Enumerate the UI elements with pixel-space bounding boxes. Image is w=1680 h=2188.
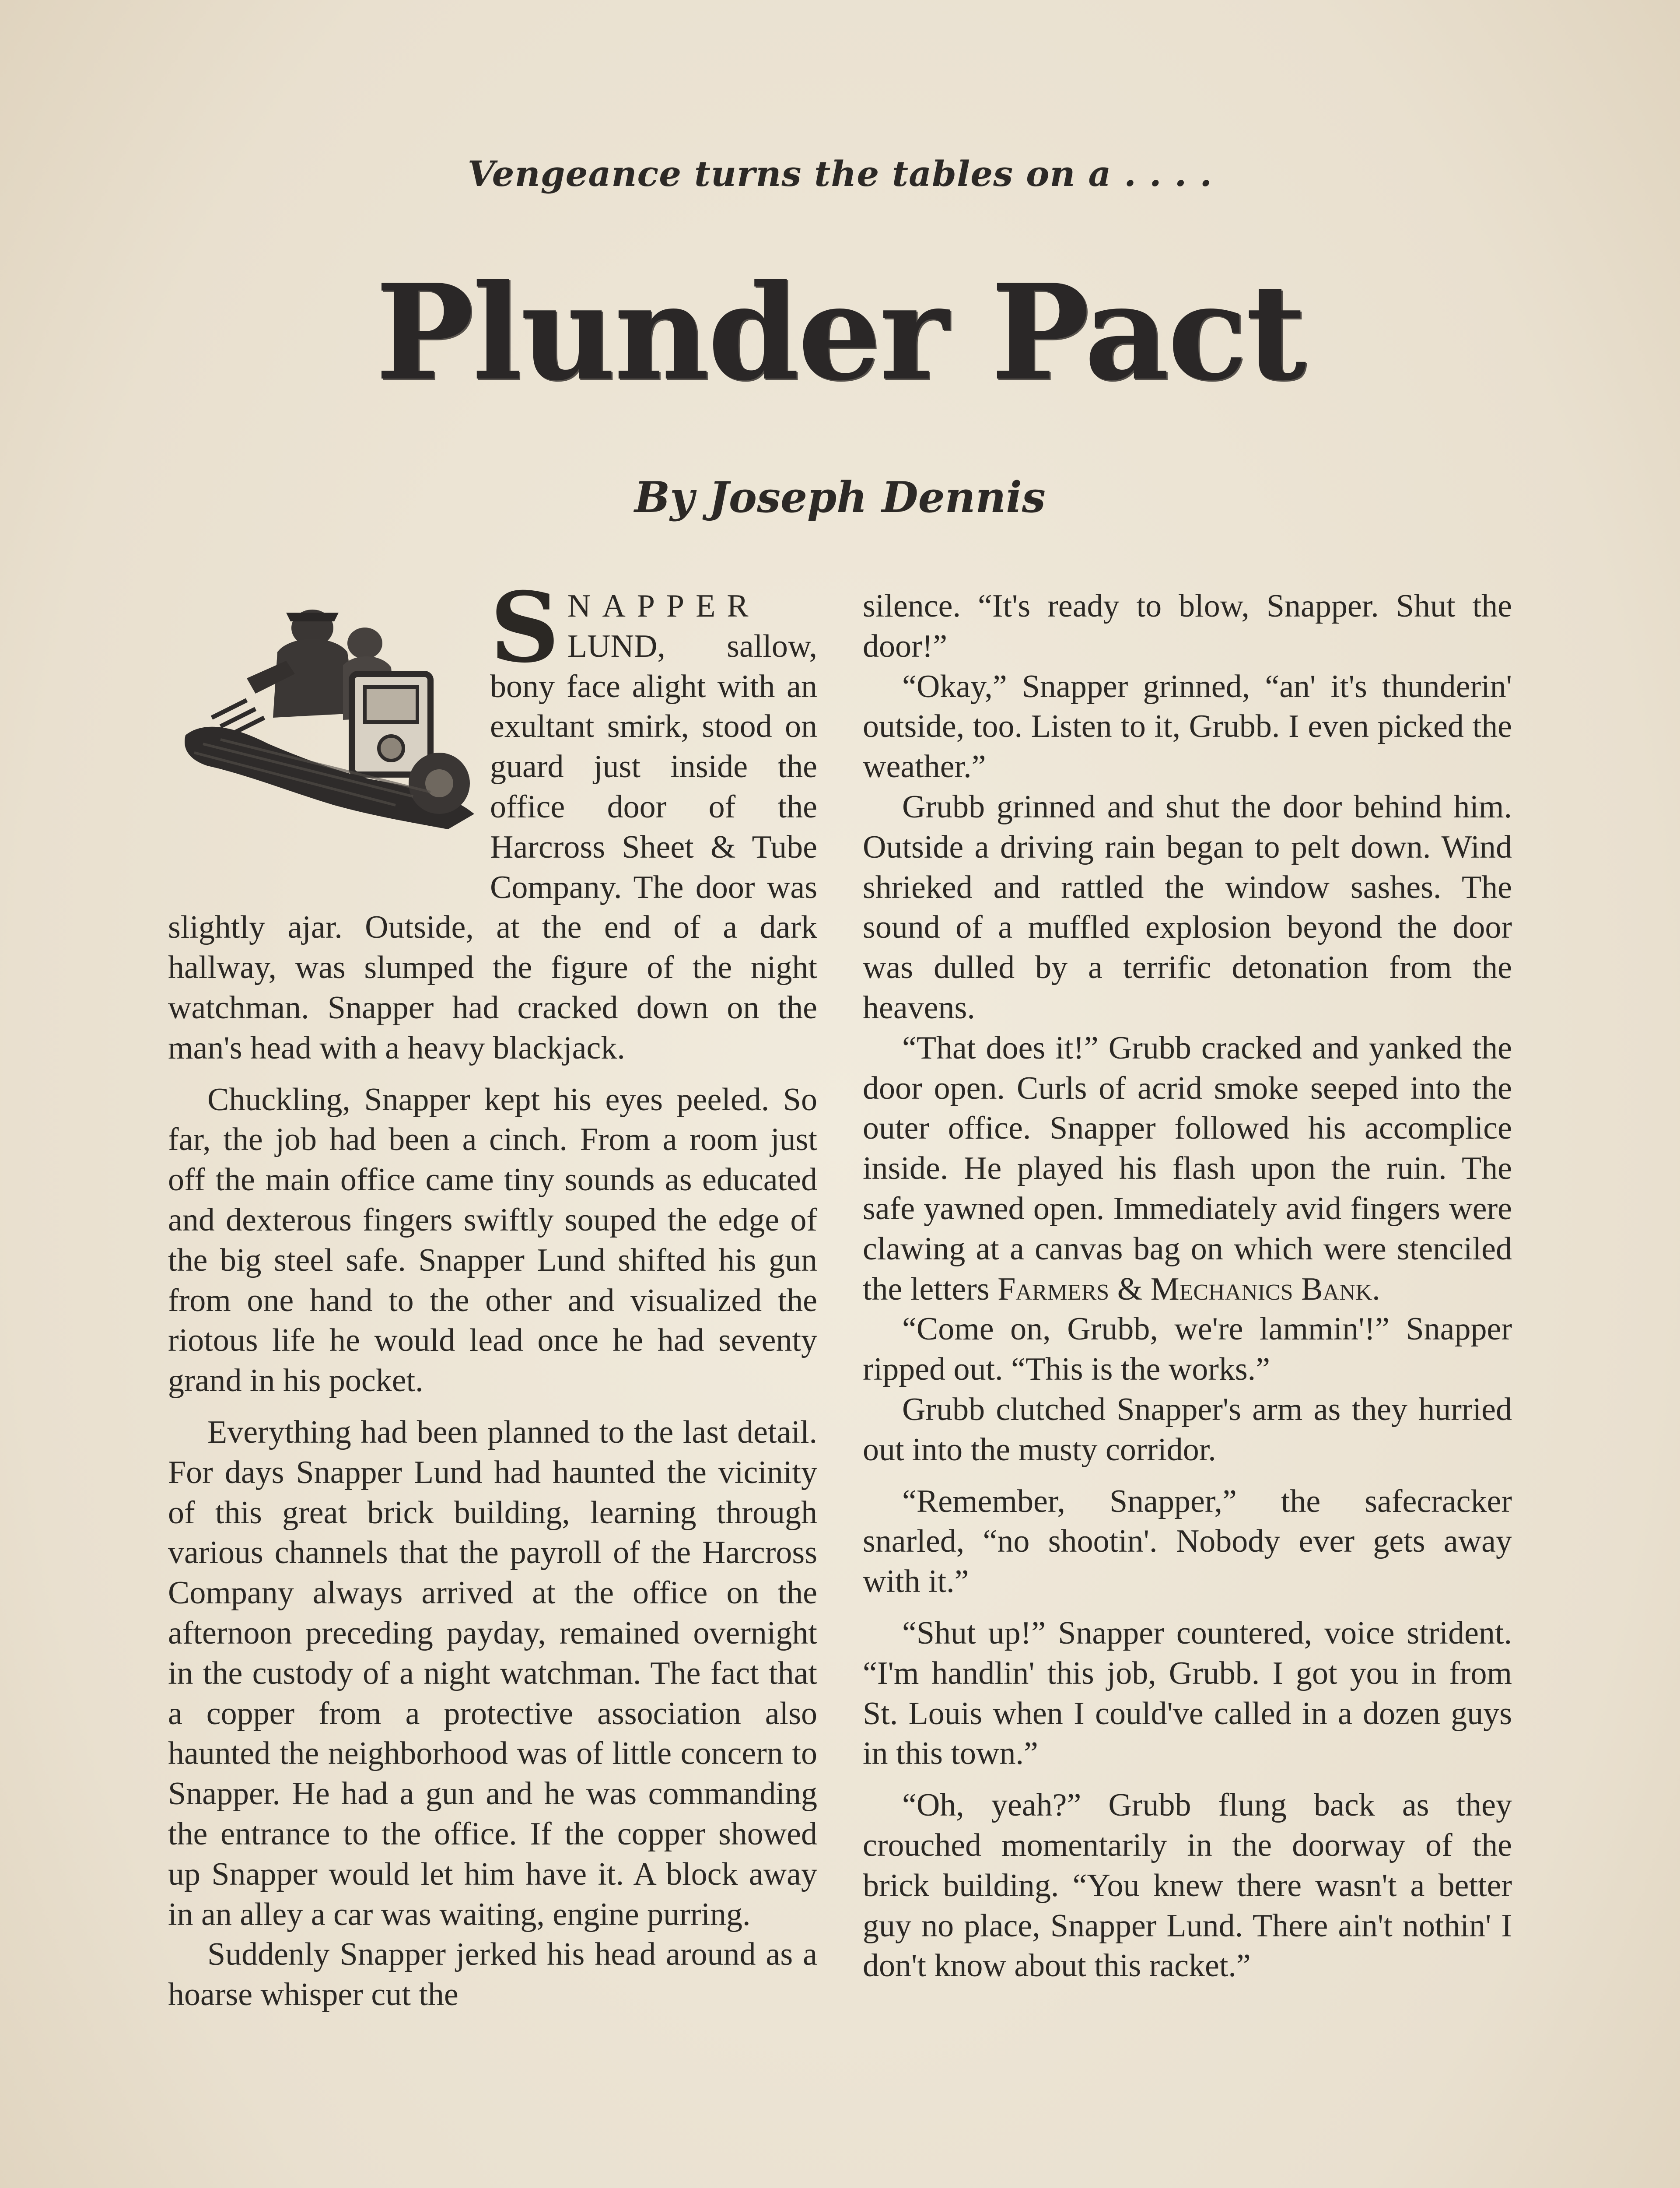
safecracker-illustration-art xyxy=(168,586,483,831)
story-title: Plunder Pact xyxy=(375,255,1305,410)
story-paragraph-7 xyxy=(863,1028,1512,1310)
story-byline: By Joseph Dennis xyxy=(634,473,1046,522)
safecracker-illustration xyxy=(168,586,483,901)
right-column xyxy=(863,586,1512,1986)
lead-text: LUND, sallow, bony face alight with an exultant smirk, stood on guard just inside the office door of the Harcross Sheet & Tube Company. The door was slightly ajar. Outside, at the end of a dark hallway, was slumped the figure of the night watchman. Snapper had cracked down on the man's head with a heavy blackjack. xyxy=(168,628,817,1066)
story-paragraph-4-continued: silence. “It's ready to blow, Snapper. Shut the door!” xyxy=(863,588,1512,664)
story-paragraph-12: “Oh, yeah?” Grubb flung back as they crouched momentarily in the doorway of the brick building. “You knew there wasn't a better guy no place, Snapper Lund. There ain't nothin' I don't know about this racket.” xyxy=(863,1787,1512,1984)
story-paragraph-9: Grubb clutched Snapper's arm as they hurried out into the musty corridor. xyxy=(863,1391,1512,1468)
story-paragraph-3: Everything had been planned to the last detail. For days Snapper Lund had haunted the vicinity of this great brick building, learning through various channels that the payroll of the Harcross Company always arrived at the office on the afternoon preceding payday, remained overnight in the custody of a night watchman. The fact that a copper from a protective association also haunted the neighborhood was of little concern to Snapper. He had a gun and he was commanding the entrance to the office. If the copper showed up Snapper would let him have it. A block away in an alley a car was waiting, engine purring. xyxy=(168,1414,817,1932)
paragraph-7-end: . xyxy=(1372,1271,1380,1307)
paragraph-7-text: “That does it!” Grubb cracked and yanked the door open. Curls of acrid smoke seeped into the outer office. Snapper followed his accomplice inside. He played his flash upon the ruin. The safe yawned open. Immediately avid fingers were clawing at a canvas bag on which were stenciled the letters xyxy=(863,1030,1512,1307)
story-tagline: Vengeance turns the tables on a . . . . xyxy=(467,153,1213,194)
lead-caps: NAPPER xyxy=(567,588,760,624)
story-paragraph-5: “Okay,” Snapper grinned, “an' it's thunderin' outside, too. Listen to it, Grubb. I even picked the weather.” xyxy=(863,668,1512,785)
bank-name: Farmers & Mechanics Bank xyxy=(998,1271,1372,1307)
drop-cap: S xyxy=(490,571,560,684)
story-paragraph-11: “Shut up!” Snapper countered, voice strident. “I'm handlin' this job, Grubb. I got you in from St. Louis when I could've called in a dozen guys in this town.” xyxy=(863,1615,1512,1772)
story-paragraph-4: Suddenly Snapper jerked his head around as a hoarse whisper cut the xyxy=(168,1936,817,2013)
left-column xyxy=(168,571,817,2015)
story-paragraph-8: “Come on, Grubb, we're lammin'!” Snapper ripped out. “This is the works.” xyxy=(863,1311,1512,1388)
story-paragraph-2: Chuckling, Snapper kept his eyes peeled. So far, the job had been a cinch. From a room just off the main office came tiny sounds as educated and dexterous fingers swiftly souped the edge of the big steel safe. Snapper Lund shifted his gun from one hand to the other and visualized the riotous life he would lead once he had seventy grand in his pocket. xyxy=(168,1081,817,1399)
story-paragraph-6: Grubb grinned and shut the door behind him. Outside a driving rain began to pelt down. Wind shrieked and rattled the window sashes. The sound of a muffled explosion beyond the door was dulled by a terrific detonation from the heavens. xyxy=(863,789,1512,1026)
story-paragraph-10: “Remember, Snapper,” the safecracker snarled, “no shootin'. Nobody ever gets away with it.” xyxy=(863,1483,1512,1600)
